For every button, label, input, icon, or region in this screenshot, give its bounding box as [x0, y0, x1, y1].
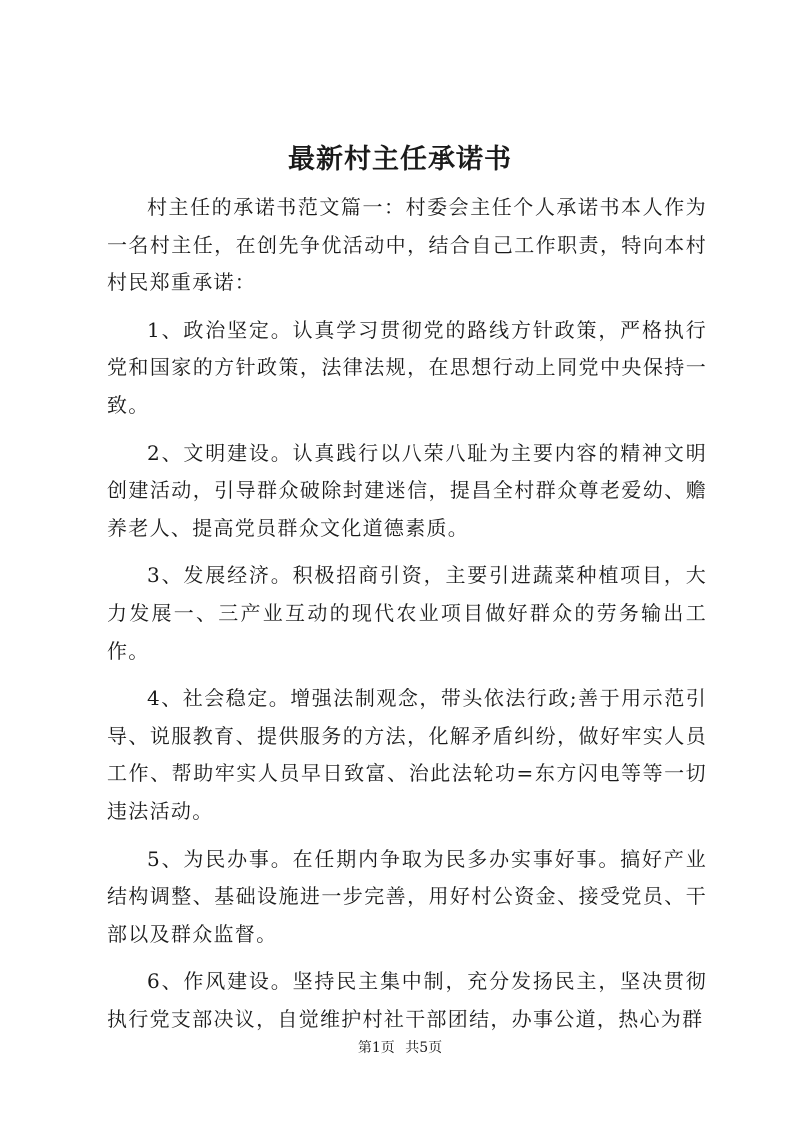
paragraph-item-1: 1、政治坚定。认真学习贯彻党的路线方针政策，严格执行党和国家的方针政策，法律法规，在思想行动上同党中央保持一致。 [107, 317, 707, 417]
paragraph-item-2: 2、文明建设。认真践行以八荣八耻为主要内容的精神文明创建活动，引导群众破除封建迷信，提昌全村群众尊老爱幼、赡养老人、提高党员群众文化道德素质。 [107, 440, 707, 540]
paragraph-item-4: 4、社会稳定。增强法制观念，带头依法行政;善于用示范引导、说服教育、提供服务的方法，化解矛盾纠纷，做好牢实人员工作、帮助牢实人员早日致富、治此法轮功=东方闪电等等一切违法活动。 [107, 686, 707, 823]
paragraph-item-5: 5、为民办事。在任期内争取为民多办实事好事。搞好产业结构调整、基础设施进一步完善，用好村公资金、接受党员、干部以及群众监督。 [107, 846, 707, 946]
document-body [107, 189, 707, 1048]
document-title: 最新村主任承诺书 [288, 144, 512, 175]
page-number: 第1页 [357, 1040, 395, 1056]
paragraph-intro: 村主任的承诺书范文篇一：村委会主任个人承诺书本人作为一名村主任，在创先争优活动中，结合自己工作职责，特向本村村民郑重承诺： [107, 195, 707, 295]
page-total: 共5页 [405, 1040, 443, 1056]
page-footer [0, 1038, 800, 1058]
paragraph-item-3: 3、发展经济。积极招商引资，主要引进蔬菜种植项目，大力发展一、三产业互动的现代农业项目做好群众的劳务输出工作。 [107, 563, 707, 663]
paragraph-item-6: 6、作风建设。坚持民主集中制，充分发扬民主，坚决贯彻执行党支部决议，自觉维护村社干部团结，办事公道，热心为群 [107, 969, 707, 1031]
